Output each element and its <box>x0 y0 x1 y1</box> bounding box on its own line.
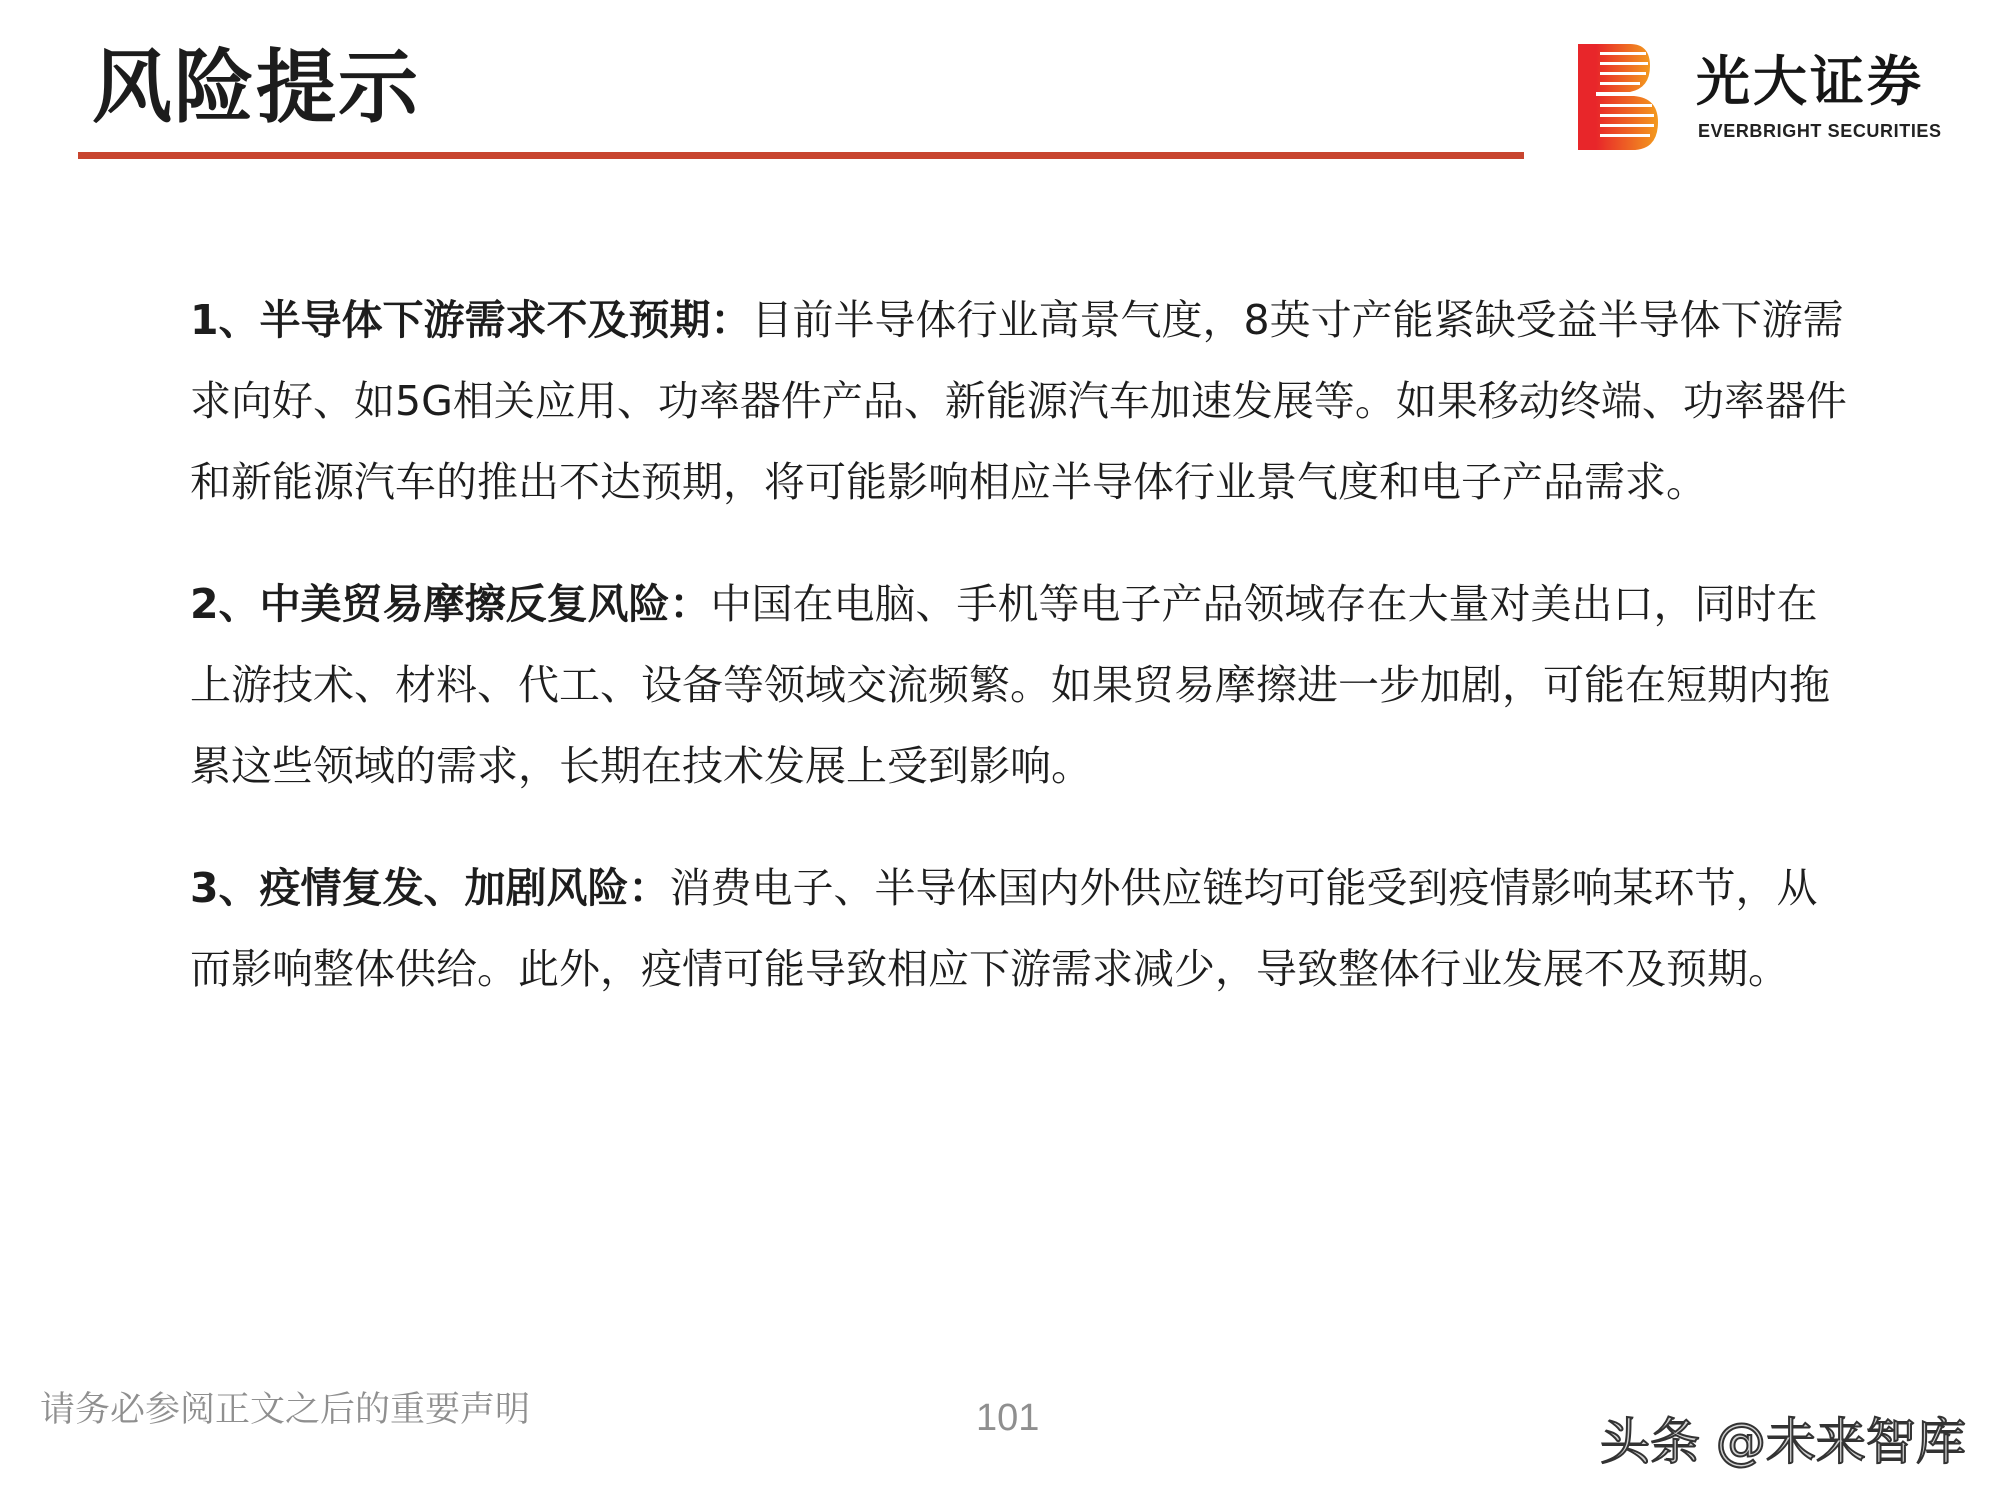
watermark: 头条 @未来智库 <box>1600 1413 1966 1471</box>
title-divider <box>78 152 1524 159</box>
page-title: 风险提示 <box>92 41 420 134</box>
risk-list <box>190 280 1850 1037</box>
risk-heading: 2、中美贸易摩擦反复风险： <box>190 580 711 628</box>
footer-disclaimer: 请务必参阅正文之后的重要声明 <box>40 1390 531 1430</box>
page-number: 101 <box>976 1397 1040 1439</box>
risk-heading: 1、半导体下游需求不及预期： <box>190 296 752 344</box>
risk-body: 中国在电脑、手机等电子产品领域存在大量对美出口，同时在上游技术、材料、代工、设备等领域交流频繁。如果贸易摩擦进一步加剧，可能在短期内拖累这些领域的需求，长期在技术发展上受到影响。 <box>190 580 1830 790</box>
risk-item <box>190 280 1850 523</box>
risk-heading: 3、疫情复发、加剧风险： <box>190 864 670 912</box>
everbright-logo-mark-icon <box>1578 44 1658 150</box>
risk-item <box>190 564 1850 807</box>
risk-body: 消费电子、半导体国内外供应链均可能受到疫情影响某环节，从而影响整体供给。此外，疫情可能导致相应下游需求减少，导致整体行业发展不及预期。 <box>190 864 1818 993</box>
everbright-logo <box>1578 44 1968 154</box>
risk-item <box>190 848 1850 1010</box>
risk-body: 目前半导体行业高景气度，8英寸产能紧缺受益半导体下游需求向好、如5G相关应用、功率器件产品、新能源汽车加速发展等。如果移动终端、功率器件和新能源汽车的推出不达预期，将可能影响相应半导体行业景气度和电子产品需求。 <box>190 296 1847 506</box>
logo-name-cn: 光大证券 <box>1696 50 1924 113</box>
logo-name-en: EVERBRIGHT SECURITIES <box>1698 121 1942 141</box>
